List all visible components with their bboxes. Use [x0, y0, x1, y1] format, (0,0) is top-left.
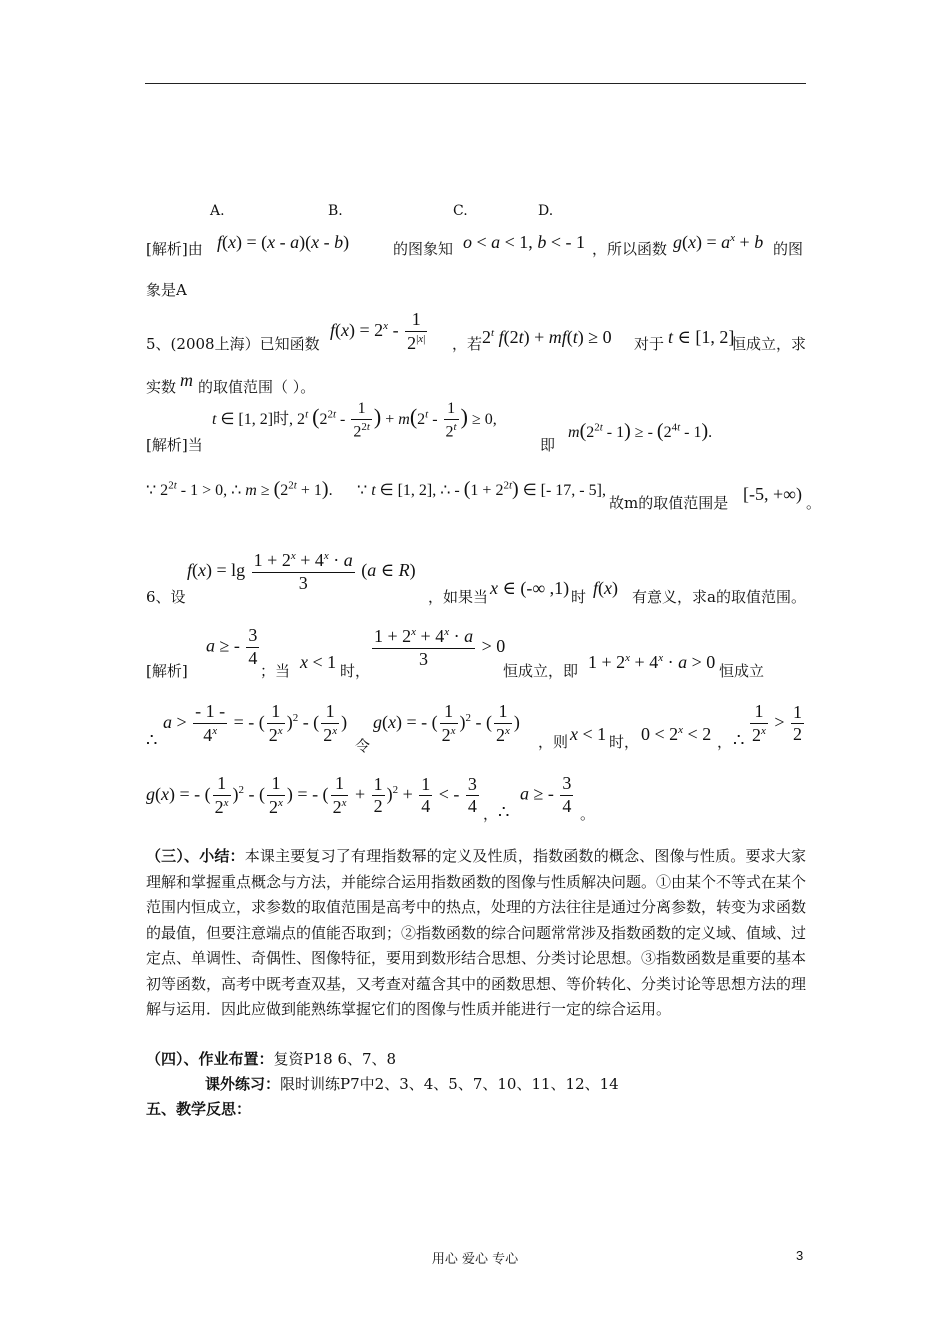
problem6-final-answer: a ≥ - $\frac{3}{4}$ — [520, 773, 572, 816]
problem5-interval: t ∈ [1, 2] — [668, 327, 735, 347]
homework-extra-line — [205, 1073, 619, 1094]
problem6-g-def: g(x) = - ( $\frac{1}{2^x}$ )$^2$ - ( $\frac{1}{2^x}$ ) — [373, 701, 520, 745]
homework-text: 复资P18 6、7、8 — [273, 1050, 397, 1068]
problem6-fraction-compare: $\frac{1}{2^x}$ > $\frac{1}{2}$ — [752, 701, 803, 745]
problem6-x-less-1b: x < 1 — [570, 724, 607, 744]
problem6-fx: f(x) — [593, 578, 619, 598]
summary-paragraph — [146, 844, 806, 1023]
analysis4-end: 的图 — [773, 240, 804, 258]
header-rule — [145, 83, 806, 84]
analysis4-mid: 的图象知 — [393, 240, 454, 258]
problem6-dang: ；当 — [260, 662, 291, 680]
problem6-range-2x: $0 < 2^x < 2$ — [641, 724, 712, 744]
problem6-x-less-1: x < 1 — [300, 652, 337, 672]
problem5-ruo: ，若 — [452, 335, 483, 353]
homework-line — [146, 1048, 396, 1069]
problem5-analysis-step1: t ∈ [1, 2]时, 2$^t$ ($2^{2t}$ - $\frac{1}{2^{2t}}$ ) + $m(2^t$ - $\frac{1}{2^t}$ ) ≥ 0, — [212, 400, 497, 440]
analysis4-mid2: ，所以函数 — [592, 240, 668, 258]
problem6-ze: ，则 — [538, 733, 569, 751]
problem5-conclusion: 故m的取值范围是 — [609, 494, 729, 512]
problem6-shi2: 时， — [340, 662, 371, 680]
reflection-heading: 五、教学反思： — [146, 1100, 252, 1118]
problem6-analysis-label: [解析] — [146, 662, 188, 680]
option-d: D. — [538, 203, 554, 219]
footer-text: 用心 爱心 专心 — [431, 1252, 519, 1267]
problem5-period: 。 — [806, 494, 822, 512]
problem5-inequality: 2$^t$ f(2t) + mf(t) ≥ 0 — [482, 327, 612, 347]
analysis4-g-expression: $g(x) = a^x + b$ — [673, 232, 764, 252]
problem6-therefore-3: ∴ — [498, 802, 510, 822]
problem5-duiyu: 对于 — [634, 335, 665, 353]
problem5-prefix: 5、(2008上海）已知函数 — [146, 335, 320, 353]
problem5-hengcheng: 恒成立，求 — [731, 335, 807, 353]
problem6-hengchengli2: 恒成立 — [719, 662, 765, 680]
option-b: B. — [328, 203, 343, 219]
problem6-youyiyi: 有意义，求a的取值范围。 — [632, 588, 806, 606]
problem6-ling: 令 — [355, 737, 371, 755]
option-a: A. — [210, 203, 225, 219]
problem6-a-bound: a > $\frac{- 1 -}{4^x}$ = - ( $\frac{1}{2^x}$ )$^2$ - ( $\frac{1}{2^x}$ ) — [163, 701, 348, 745]
problem5-ji: 即 — [540, 436, 556, 454]
problem6-therefore-1: ∴ — [146, 730, 158, 750]
problem5-analysis-label: [解析]当 — [146, 436, 203, 454]
problem6-inequality2: $1 + 2^x + 4^x \cdot a > 0$ — [588, 652, 716, 672]
problem6-answer-a: a ≥ - $\frac{3}{4}$ — [206, 625, 258, 668]
problem5-analysis-step2: $m(2^{2t} - 1)$ ≥ - $(2^{4t} - 1)$. — [568, 420, 713, 442]
problem5-function: $f(x) = 2^x$ - $\frac{1}{2^{|x|}}$ — [330, 309, 426, 353]
problem6-interval: x ∈ (-∞ ,1) — [490, 578, 570, 598]
problem6-function: f(x) = lg $\frac{1 + 2^x + 4^x \cdot a}{3}$ (a ∈ R) — [187, 550, 416, 593]
analysis4-f-expression: f(x) = (x - a)(x - b) — [217, 232, 350, 252]
problem6-prefix: 6、设 — [146, 588, 186, 606]
option-c: C. — [453, 203, 468, 219]
problem6-inequality: $\frac{1 + 2^x + 4^x \cdot a}{3}$ > 0 — [374, 626, 506, 669]
problem5-line2-end: 的取值范围（ ）。 — [198, 378, 316, 396]
summary-body: 本课主要复习了有理指数幂的定义及性质，指数函数的概念、图像与性质。要求大家理解和掌握重点概念与方法，并能综合运用指数函数的图像与性质解决问题。①由某个不等式在某个范围内恒成立，求参数的取值范围是高考中的热点，处理的方法往往是通过分离参数，转变为求函数的最值，但要注意端点的值能否取到；②指数函数的综合问题常常涉及指数函数的定义域、值域、过定点、单调性、奇偶性、图像特征，要用到数形结合思想、分类讨论思想。③指数函数是重要的基本初等函数，高考中既考查双基，又考查对蕴含其中的函数思想、等价转化、分类讨论等思想方法的理解与运用．因此应做到能熟练掌握它们的图像与性质并能进行一定的综合运用。 — [146, 847, 807, 1018]
analysis4-condition: o < a < 1, b < - 1 — [463, 232, 585, 252]
problem5-range: [-5, +∞) — [743, 484, 802, 504]
problem6-shi3: 时， — [609, 733, 640, 751]
analysis4-line2: 象是A — [146, 281, 187, 299]
page-number: 3 — [796, 1248, 804, 1263]
problem6-therefore-2: ∴ — [733, 730, 745, 750]
problem6-hengchengli: 恒成立，即 — [503, 662, 579, 680]
problem5-analysis-step3: ∵ $2^{2t} - 1 > 0$, ∴ $m \ge (2^{2t} + 1)$. — [146, 478, 333, 500]
problem6-period: 。 — [580, 805, 596, 823]
problem6-comma-2: ， — [483, 805, 499, 823]
homework-heading: （四）、作业布置： — [146, 1050, 274, 1068]
analysis4-label: [解析]由 — [146, 240, 203, 258]
problem6-shi: 时 — [571, 588, 587, 606]
problem5-var-m: m — [180, 370, 193, 390]
problem5-analysis-step4: ∵ t ∈ [1, 2], ∴ - $(1 + 2^{2t})$ ∈ [- 17, - 5], — [357, 478, 606, 500]
homework-extra-text: 限时训练P7中2、3、4、5、7、10、11、12、14 — [280, 1075, 619, 1093]
summary-heading: （三）、小结： — [146, 847, 245, 865]
problem6-g-bound: g(x) = - ( $\frac{1}{2^x}$ )$^2$ - ( $\frac{1}{2^x}$ ) = - ( $\frac{1}{2^x}$ + $\frac{1}{2}$ )$^2$ + $\frac{1}{4}$ < - $\frac{3}{4}$ — [146, 773, 477, 817]
homework-extra-heading: 课外练习： — [205, 1075, 281, 1093]
problem5-line2: 实数 — [146, 378, 177, 396]
problem6-ruguo: ，如果当 — [428, 588, 489, 606]
problem6-comma: ， — [717, 733, 733, 751]
